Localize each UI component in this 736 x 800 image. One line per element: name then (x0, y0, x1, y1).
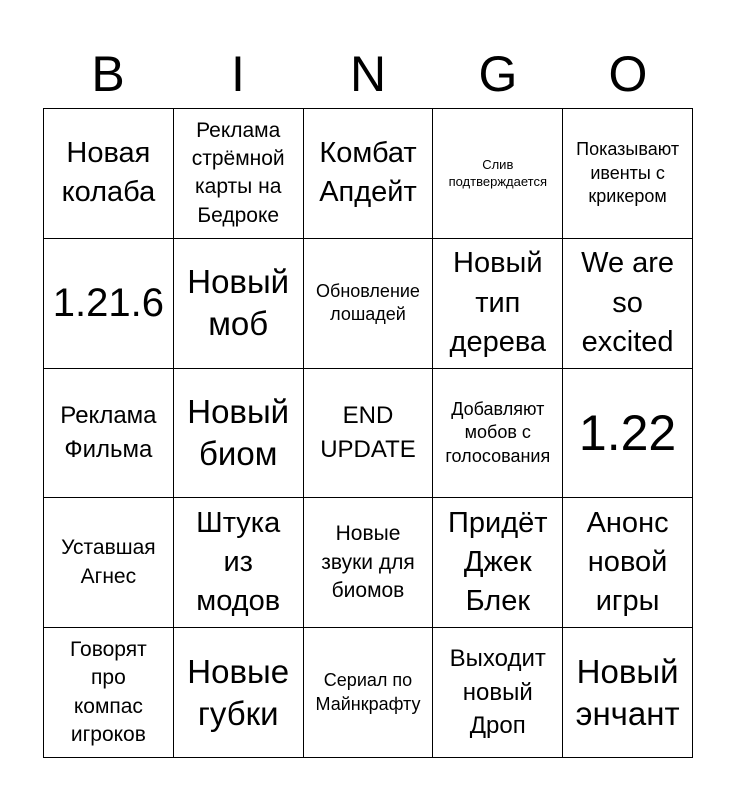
bingo-cell-text: Реклама стрёмной карты на Бедроке (191, 118, 285, 227)
bingo-cell-text: Новая колаба (61, 137, 156, 209)
header-letter-g: G (478, 46, 518, 102)
bingo-header (43, 40, 693, 108)
bingo-grid (43, 108, 693, 758)
bingo-cell[interactable] (433, 369, 563, 499)
bingo-cell[interactable] (433, 498, 563, 628)
bingo-cell-text: Обновление лошадей (316, 280, 420, 325)
bingo-cell-text: Добавляют мобов с голосования (445, 398, 551, 466)
bingo-cell-text: 1.21.6 (52, 281, 164, 326)
bingo-cell[interactable] (174, 628, 304, 758)
bingo-cell-text: We are so excited (581, 247, 675, 358)
bingo-cell[interactable] (44, 109, 174, 239)
header-letter-i: I (231, 46, 245, 102)
bingo-cell-text: Говорят про компас игроков (70, 637, 147, 746)
bingo-cell-text: END UPDATE (320, 402, 416, 463)
bingo-cell-text: Новые губки (187, 652, 290, 732)
bingo-cell-text: Новый энчант (575, 652, 680, 732)
bingo-cell[interactable] (433, 628, 563, 758)
bingo-cell[interactable] (563, 239, 693, 369)
bingo-cell[interactable] (174, 239, 304, 369)
bingo-cell[interactable] (174, 498, 304, 628)
bingo-cell-text: Анонс новой игры (586, 507, 669, 618)
bingo-cell[interactable] (174, 109, 304, 239)
bingo-cell[interactable] (44, 369, 174, 499)
bingo-cell-text: Показывают ивенты с крикером (576, 139, 680, 207)
bingo-cell[interactable] (433, 109, 563, 239)
bingo-cell[interactable] (304, 369, 434, 499)
bingo-cell-text: Реклама Фильма (60, 402, 157, 463)
bingo-cell-text: Новый моб (187, 263, 290, 343)
bingo-cell[interactable] (44, 628, 174, 758)
bingo-cell[interactable] (563, 628, 693, 758)
bingo-cell[interactable] (433, 239, 563, 369)
bingo-cell-text: Сериал по Майнкрафту (315, 670, 421, 714)
bingo-cell[interactable] (563, 498, 693, 628)
bingo-cell[interactable] (563, 109, 693, 239)
bingo-cell-text: Новый тип дерева (449, 247, 547, 358)
bingo-cell[interactable] (304, 498, 434, 628)
header-letter-b: B (91, 46, 125, 102)
bingo-cell-text: Новые звуки для биомов (321, 522, 415, 602)
bingo-cell[interactable] (44, 239, 174, 369)
bingo-cell[interactable] (304, 628, 434, 758)
bingo-cell[interactable] (174, 369, 304, 499)
header-letter-n: N (349, 46, 387, 102)
bingo-cell-text: Уставшая Агнес (61, 536, 156, 588)
bingo-cell-text: Придёт Джек Блек (448, 507, 548, 618)
bingo-cell-text: Комбат Апдейт (319, 137, 417, 209)
bingo-cell[interactable] (563, 369, 693, 499)
bingo-cell[interactable] (304, 239, 434, 369)
bingo-cell-text: 1.22 (578, 404, 677, 461)
bingo-cell-text: Новый биом (187, 393, 290, 472)
bingo-cell[interactable] (44, 498, 174, 628)
bingo-cell-text: Слив подтверждается (448, 156, 547, 190)
bingo-cell-text: Штука из модов (196, 507, 281, 618)
bingo-cell[interactable] (304, 109, 434, 239)
header-letter-o: O (608, 46, 648, 102)
bingo-cell-text: Выходит новый Дроп (449, 645, 546, 740)
